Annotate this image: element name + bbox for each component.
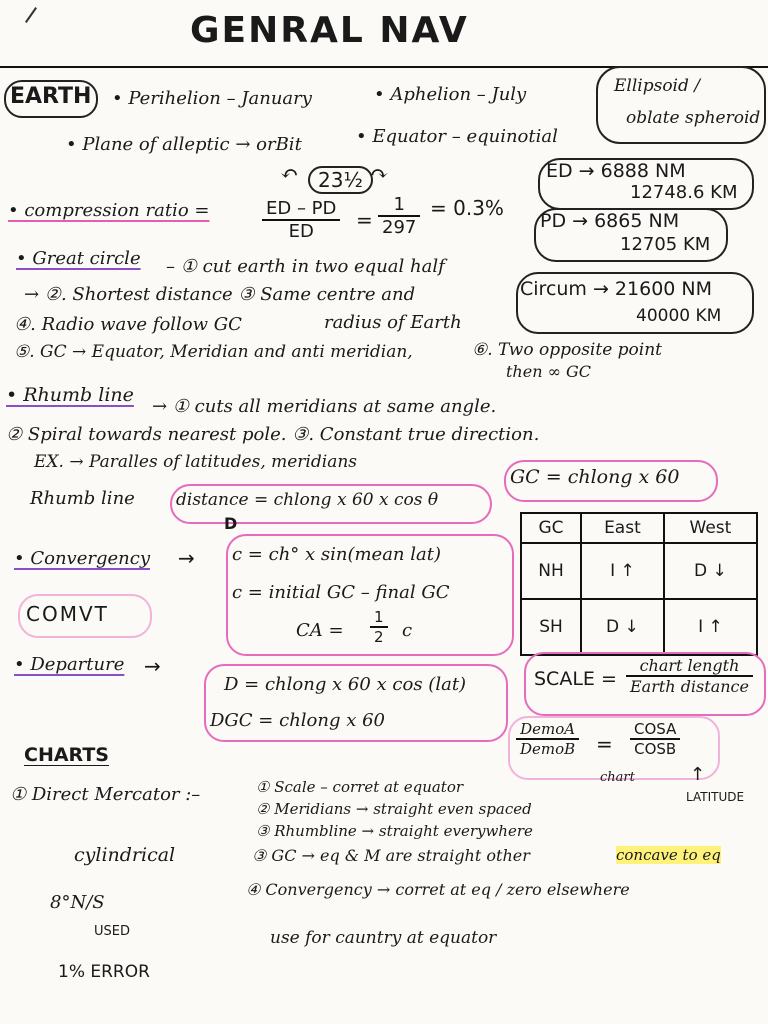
error-note: 1% ERROR	[58, 962, 150, 982]
convergency-formula-3-suffix: c	[402, 620, 413, 641]
departure-arrow: →	[144, 654, 161, 678]
ed-line-1: ED → 6888 NM	[546, 160, 686, 182]
scale-num: chart length	[626, 656, 753, 677]
convergency-formula-2: c = initial GC – final GC	[232, 582, 450, 603]
demo-den: DemoB	[520, 740, 576, 758]
cos-num: COSA	[630, 720, 680, 740]
corner-mark	[25, 7, 37, 23]
table-cell: I ↑	[664, 599, 757, 655]
compression-den: ED	[288, 221, 314, 242]
gc-formula: GC = chlong x 60	[510, 466, 680, 488]
convergency-arrow: →	[178, 546, 195, 570]
pd-line-1: PD → 6865 NM	[540, 210, 680, 232]
table-row	[521, 599, 757, 655]
convergency-half-den: 2	[374, 628, 384, 646]
mercator-point-3: ③ Rhumbline → straight everywhere	[256, 822, 533, 840]
convergency-formula-3-prefix: CA =	[296, 620, 344, 641]
gc-direction-table	[520, 512, 758, 656]
chart-note: chart	[600, 770, 635, 785]
shape-line-1: Ellipsoid /	[614, 76, 701, 96]
cylindrical-note: cylindrical	[74, 844, 176, 866]
demo-fraction	[516, 720, 579, 758]
demo-eq: =	[596, 732, 613, 756]
page-title: GENRAL NAV	[190, 10, 469, 51]
table-header: East	[581, 513, 664, 543]
departure-label: • Departure	[14, 654, 125, 675]
mercator-use-note: use for cauntry at equator	[270, 928, 497, 948]
rhumb-distance-formula: distance = chlong x 60 x cos θ	[176, 490, 439, 510]
great-circle-line-1: – ① cut earth in two equal half	[166, 256, 445, 277]
direct-mercator-label: ① Direct Mercator :–	[10, 784, 201, 805]
comvt-label: COMVT	[26, 602, 109, 626]
great-circle-line-4: ⑤. GC → Equator, Meridian and anti meridian,	[14, 342, 413, 362]
perihelion-note: • Perihelion – January	[112, 88, 312, 109]
tilt-value: 23½	[308, 166, 373, 194]
circum-line-1: Circum → 21600 NM	[520, 278, 713, 300]
rhumb-distance-d: D	[224, 514, 238, 533]
great-circle-line-4c: then ∞ GC	[506, 362, 592, 381]
table-cell: NH	[521, 543, 581, 599]
compression-num: ED – PD	[262, 198, 340, 221]
mercator-point-4: ③ GC → eq & M are straight other	[252, 846, 530, 865]
mercator-point-2: ② Meridians → straight even spaced	[256, 800, 532, 818]
compression-simplified	[378, 194, 420, 238]
aphelion-note: • Aphelion – July	[374, 84, 527, 105]
plane-note: • Plane of alleptic → orBit	[66, 134, 302, 155]
convergency-half-num: 1	[370, 608, 388, 628]
great-circle-line-3b: radius of Earth	[324, 312, 462, 333]
latitude-note: LATITUDE	[686, 790, 745, 804]
demo-num: DemoA	[516, 720, 579, 740]
mercator-point-1: ① Scale – corret at equator	[256, 778, 464, 796]
earth-heading: EARTH	[10, 84, 92, 109]
latitude-arrow: ↑	[690, 764, 706, 785]
compression-label: • compression ratio =	[8, 200, 210, 221]
table-row	[521, 543, 757, 599]
table-header: West	[664, 513, 757, 543]
latitude-range-note: 8°N/S	[50, 892, 105, 913]
compression-frac-num: 1	[378, 194, 420, 217]
tilt-arrow-left: ↶	[280, 162, 299, 187]
used-note: USED	[94, 924, 130, 939]
scale-den: Earth distance	[630, 677, 749, 696]
rhumb-line-2: ② Spiral towards nearest pole. ③. Constant true direction.	[6, 424, 540, 445]
cos-den: COSB	[634, 740, 677, 758]
compression-frac-den: 297	[382, 217, 417, 238]
convergency-half	[370, 608, 388, 646]
rhumb-line-3: EX. → Paralles of latitudes, meridians	[34, 452, 357, 472]
great-circle-line-3a: ④. Radio wave follow GC	[14, 314, 242, 335]
great-circle-label: • Great circle	[16, 248, 141, 269]
rhumb-distance-label: Rhumb line	[30, 488, 135, 509]
cos-fraction	[630, 720, 680, 758]
charts-heading: CHARTS	[24, 744, 109, 766]
table-cell: I ↑	[581, 543, 664, 599]
convergency-formula-1: c = ch° x sin(mean lat)	[232, 544, 441, 565]
rhumb-line-label: • Rhumb line	[6, 384, 134, 406]
compression-fraction	[262, 198, 340, 242]
table-cell: D ↓	[581, 599, 664, 655]
circum-line-2: 40000 KM	[636, 306, 722, 326]
scale-fraction	[626, 656, 753, 696]
great-circle-line-4b: ⑥. Two opposite point	[472, 340, 662, 360]
compression-result: = 0.3%	[430, 196, 504, 220]
tilt-arrow-right: ↷	[370, 162, 389, 187]
great-circle-line-2: → ②. Shortest distance ③ Same centre and	[24, 284, 416, 305]
table-cell: SH	[521, 599, 581, 655]
departure-formula-1: D = chlong x 60 x cos (lat)	[224, 674, 467, 695]
mercator-point-5: ④ Convergency → corret at eq / zero elsewhere	[246, 880, 630, 899]
scale-label: SCALE =	[534, 668, 617, 690]
compression-eq: =	[356, 208, 373, 232]
table-header: GC	[521, 513, 581, 543]
departure-formula-2: DGC = chlong x 60	[210, 710, 385, 731]
mercator-point-4b: concave to eq	[616, 846, 721, 864]
ed-line-2: 12748.6 KM	[630, 182, 738, 203]
table-cell: D ↓	[664, 543, 757, 599]
convergency-label: • Convergency	[14, 548, 150, 569]
equator-note: • Equator – equinotial	[356, 126, 558, 147]
rhumb-line-1: → ① cuts all meridians at same angle.	[152, 396, 497, 417]
pd-line-2: 12705 KM	[620, 234, 711, 255]
shape-line-2: oblate spheroid	[626, 108, 761, 128]
